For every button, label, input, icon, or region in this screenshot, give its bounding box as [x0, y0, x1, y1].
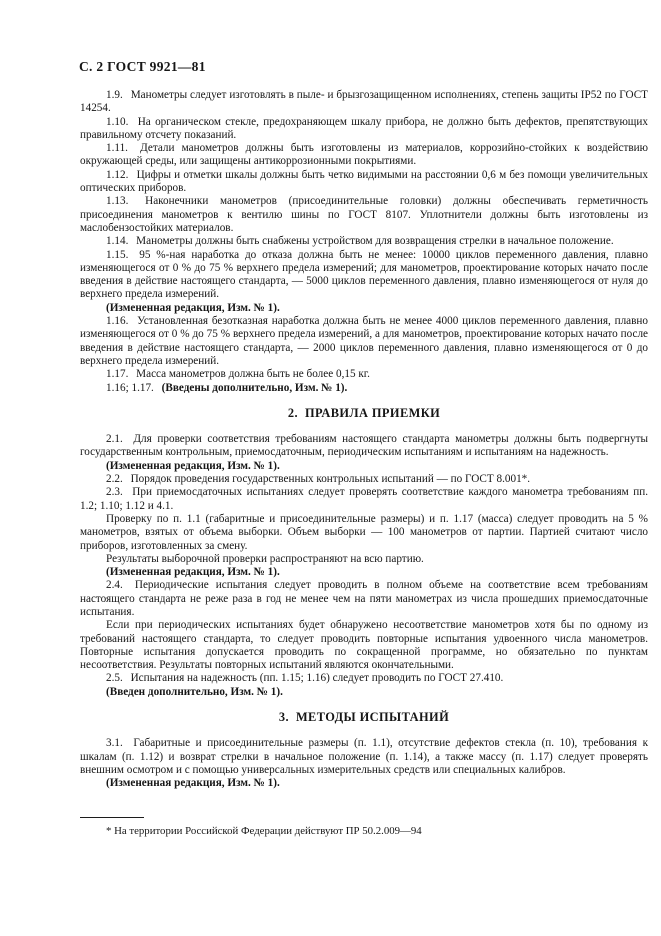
clause-paragraph: 1.15. 95 %-ная наработка до отказа должна быть не менее: 10000 циклов переменного давления, плавно изменяющегося от 0 % до 75 % верхнего предела измерений; для манометров, проектирование которых начато после введения в действие настоящего стандарта, — 5000 циклов переменного давления, плавно изменяющегося от нуля до верхнего предела измерений. [80, 248, 648, 301]
footnote-divider [80, 817, 144, 818]
clause-number: 1.17. [106, 368, 132, 381]
clause-paragraph: 1.12. Цифры и отметки шкалы должны быть четко видимыми на расстоянии 0,6 м без помощи увеличительных оптических приборов. [80, 168, 648, 195]
clause-paragraph: 1.13. Наконечники манометров (присоединительные головки) должны обеспечивать герметичность присоединения манометров к вентилю шины по ГОСТ 8107. Уплотнители должны быть изготовлены из маслобензостойких материалов. [80, 195, 648, 234]
clause-number: 1.11. [106, 142, 136, 155]
clause-paragraph: 1.16; 1.17. (Введены дополнительно, Изм. № 1). [106, 381, 348, 394]
document-body [80, 89, 648, 791]
section-heading: 2. ПРАВИЛА ПРИЕМКИ [287, 405, 441, 420]
clause-number: 1.14. [106, 235, 132, 248]
clause-number: 1.12. [106, 168, 132, 181]
page-header: С. 2 ГОСТ 9921—81 [79, 59, 206, 74]
clause-number: 2.3. [106, 486, 128, 499]
clause-number: 2.4. [106, 579, 130, 592]
amendment-note: (Измененная редакция, Изм. № 1). [106, 777, 280, 790]
clause-paragraph: 1.11. Детали манометров должны быть изготовлены из материалов, коррозийно-стойких к воздействию окружающей среды, или защищены антикоррозионными покрытиями. [80, 142, 648, 168]
clause-number: 2.2. [106, 473, 126, 486]
amendment-note: (Измененная редакция, Изм. № 1). [106, 566, 280, 579]
clause-paragraph: 3.1. Габаритные и присоединительные размеры (п. 1.1), отсутствие дефектов стекла (п. 10), требования к шкалам (п. 1.12) и возврат стрелки в начальное положение (п. 1.14), а также массу (п. 1.17) следует проверять внешним осмотром и с помощью универсальных измерительных средств или специальных калибров. [80, 737, 649, 776]
clause-number: 1.15. [106, 248, 135, 261]
clause-number: 1.10. [106, 115, 133, 128]
clause-paragraph: 1.17. Масса манометров должна быть не более 0,15 кг. [106, 368, 370, 381]
clause-paragraph: Проверку по п. 1.1 (габаритные и присоединительные размеры) и п. 1.17 (масса) следует проводить на 5 % манометров, взятых от объема выборки. Объем выборки — 100 манометров от партии. Партией считают число приборов, изготовленных за смену. [80, 512, 648, 552]
footnote-area [80, 817, 648, 838]
amendment-note: (Измененная редакция, Изм. № 1). [106, 301, 280, 314]
clause-paragraph: 2.2. Порядок проведения государственных контрольных испытаний — по ГОСТ 8.001*. [106, 473, 531, 486]
clause-paragraph: 1.16. Установленная безотказная наработка должна быть не менее 4000 циклов переменного давления, плавно изменяющегося от 0 % до 75 % верхнего предела измерений, а для манометров, проектирование которых начато после введения в действие настоящего стандарта, — 2000 циклов переменного давления, плавно изменяющегося от 0 до верхнего предела измерений. [80, 315, 649, 367]
clause-paragraph: 2.4. Периодические испытания следует проводить в полном объеме на соответствие всем требованиям настоящего стандарта не реже раза в год не менее чем на пяти манометрах из числа прошедших приемосдаточные испытания. [80, 579, 649, 618]
amendment-note: (Введен дополнительно, Изм. № 1). [106, 685, 283, 698]
clause-paragraph: 1.10. На органическом стекле, предохраняющем шкалу прибора, не должно быть дефектов, препятствующих правильному отсчету показаний. [80, 115, 648, 141]
amendment-note: (Измененная редакция, Изм. № 1). [106, 459, 280, 472]
clause-paragraph: 1.9. Манометры следует изготовлять в пыле- и брызгозащищенном исполнениях, степень защиты IP52 по ГОСТ 14254. [80, 89, 648, 115]
clause-number: 3.1. [106, 737, 129, 750]
section-heading: 3. МЕТОДЫ ИСПЫТАНИЙ [278, 710, 450, 725]
clause-number: 1.16. [106, 315, 133, 328]
clause-paragraph: 2.3. При приемосдаточных испытаниях следует проверять соответствие каждого манометра требованиям пп. 1.2; 1.10; 1.12 и 4.1. [80, 486, 649, 512]
clause-paragraph: 1.14. Манометры должны быть снабжены устройством для возвращения стрелки в начальное положение. [106, 235, 614, 248]
clause-paragraph: 2.5. Испытания на надежность (пп. 1.15; 1.16) следует проводить по ГОСТ 27.410. [106, 672, 504, 685]
clause-number: 2.1. [106, 433, 129, 446]
clause-number: 1.9. [106, 89, 126, 101]
clause-number: 1.13. [106, 195, 141, 208]
clause-paragraph: Результаты выборочной проверки распространяют на всю партию. [106, 552, 424, 565]
clause-paragraph: Если при периодических испытаниях будет обнаружено несоответствие манометров хотя бы по одному из требований настоящего стандарта, то следует проводить повторные испытания удвоенного числа манометров. Повторные испытания допускается проводить по сокращенной программе, но обязательно по пунктам несоответствия. Результаты повторных испытаний являются окончательными. [80, 619, 648, 672]
clause-paragraph: 2.1. Для проверки соответствия требованиям настоящего стандарта манометры должны быть подвергнуты государственным контрольным, приемосдаточным, периодическим испытаниям и испытаниям на надежность. [80, 433, 648, 459]
clause-number: 2.5. [106, 672, 126, 685]
footnote-text: * На территории Российской Федерации действуют ПР 50.2.009—94 [106, 825, 422, 837]
clause-number: 1.16; 1.17. [106, 381, 157, 394]
